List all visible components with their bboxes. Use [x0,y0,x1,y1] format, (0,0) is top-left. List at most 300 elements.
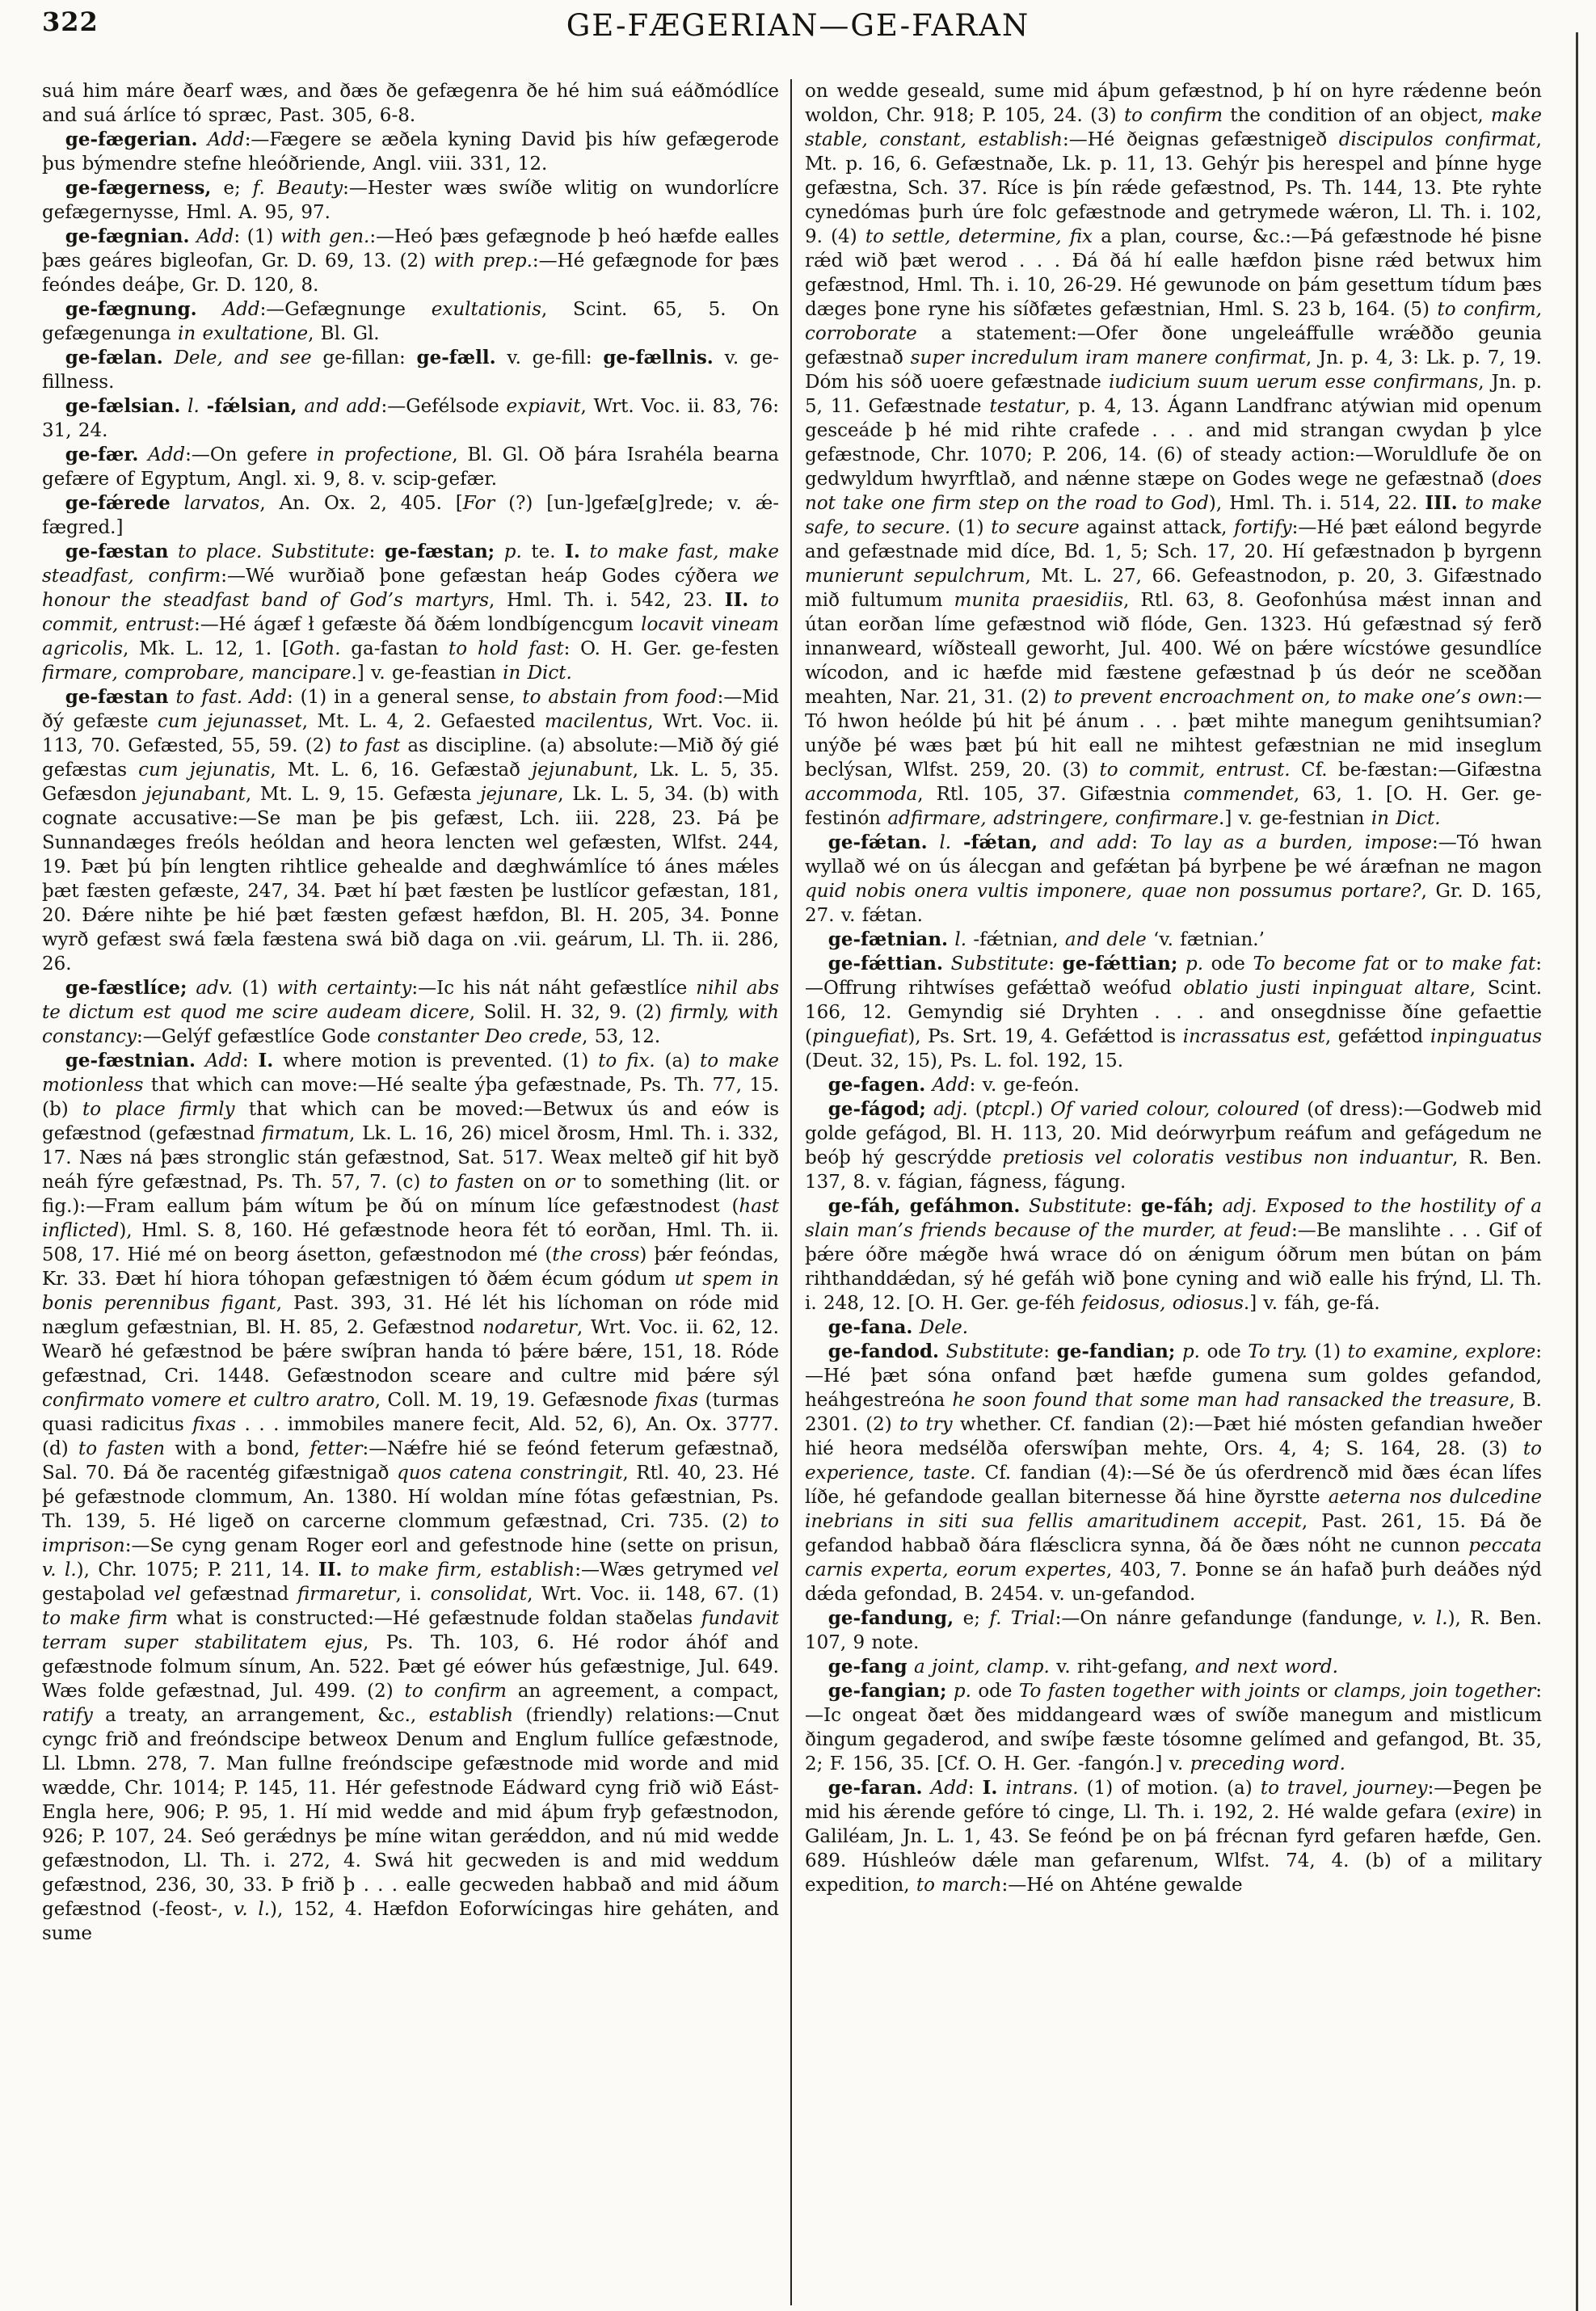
plain-text: gefæstnad [181,1584,297,1605]
plain-text: , 53, 12. [582,1026,661,1047]
plain-text: (1) [233,978,277,999]
plain-text: that which can be moved:—Betwux ús and eów is gefæstnod (gefæstnad [42,1099,780,1144]
plain-text: :—Hé gefægnode for þæs feóndes deáþe, Gr. D. 120, 8. [42,250,779,296]
plain-text: , Mk. L. 12, 1. [ [123,638,289,659]
plain-text: , 63, 1. [O. H. Ger. ge-festinón [805,784,1542,829]
plain-text: , Past. 261, 15. Ðá ðe gefandod habbað ðára flǽsclicra synna, ðá ðe ðæs nóht ne cunnon [805,1511,1542,1556]
plain-text: , Scint. 166, 12. Gemyndig sié Dryhten . . . and onsegdnisse ðíne gefaettie ( [805,978,1542,1047]
italic-text: to experience, taste. [805,1438,1542,1484]
plain-text: ), Chr. 1075; P. 211, 14. [76,1560,318,1581]
plain-text: : [1048,953,1063,974]
headword: ge-fæstan; [384,541,495,562]
italic-text: f. Trial [989,1608,1055,1629]
plain-text: :—Wé wurðiað þone gefæstan heáp Godes cýðera [221,566,752,587]
plain-text: . . . immobiles manere fecit, Ald. 52, 6), An. Ox. 3777. (d) [42,1414,779,1459]
plain-text: ), Hml. S. 8, 160. Hé gefæstnode heora fét tó eorðan, Hml. Th. ii. 508, 17. Hié mé on beorg ásetton, gefæstnodon mé ( [42,1220,779,1265]
italic-text: to make fat [1425,953,1536,974]
italic-text: and add [304,396,381,417]
plain-text: ) [1035,1099,1051,1120]
plain-text: :—Ic his nát náht gefæstlíce [411,978,697,999]
plain-text: , Mt. L. 27, 66. Gefeastnodon, p. 20, 3. Gifæstnado mið fultumum [805,566,1542,611]
dictionary-entry [805,1194,1542,1315]
plain-text: -fǽtnian, [966,929,1065,950]
italic-text: peccata carnis experta, eorum expertes [805,1535,1542,1581]
plain-text: :—Tó hwon heólde þú hit þé ánum . . . þæt mihte manegum genihtsumian? unýðe þé wæs þæt þú hit eall ne mihtest gefæstnian ne mid inseglum beclýsan, Wlfst. 259, 20. (3) [805,687,1542,781]
plain-text: (?) [un-]gefæ[g]rede; v. ǽ-fægred.] [42,493,780,538]
headword: ge-fæstan [65,686,169,708]
plain-text: (1) of motion. (a) [1078,1778,1261,1799]
plain-text: v. ge-fillness. [42,347,779,393]
italic-text: commendet [1183,784,1294,805]
plain-text: .] v. fáh, ge-fá. [1243,1293,1380,1314]
italic-text: nodaretur [482,1317,577,1338]
italic-text: p. [503,541,522,562]
italic-text: firmaretur [297,1584,396,1605]
italic-text: and add [1049,832,1132,853]
italic-text: to make safe, to secure. [805,493,1542,538]
plain-text: : [1131,832,1150,853]
italic-text: incrassatus est [1182,1026,1325,1047]
plain-text [1177,953,1185,974]
italic-text: and next word. [1194,1656,1338,1677]
plain-text [171,493,184,514]
plain-text: :—Ic ongeat ðæt ðes middangeard wæs of swíðe manegum and mistlicum ðingum gegaderod, and swíþe fæste tósomne gelímed and gefangod, Bt. 35, 2; F. 156, 35. [Cf. O. H. Ger. -fangón.] v. [805,1681,1542,1774]
italic-text: to confirm, corroborate [805,299,1542,344]
italic-text: cum jejunasset [158,711,302,732]
plain-text [197,299,223,320]
page-number: 322 [42,6,99,37]
italic-text: inpinguatus [1430,1026,1542,1047]
plain-text: gestaþolad [42,1584,154,1605]
plain-text: (a) [655,1050,701,1071]
italic-text: adj. [1222,1196,1257,1217]
italic-text: macilentus [544,711,648,732]
plain-text: , Rtl. 105, 37. Gifæstnia [917,784,1184,805]
plain-text [1257,1196,1266,1217]
italic-text: jejunare [480,784,558,805]
dictionary-entry [805,928,1542,952]
headword: ge-fandian; [1056,1341,1176,1362]
plain-text: an agreement, a compact, [507,1681,779,1702]
plain-text: what is constructed:—Hé gefæstnude foldan staðelas [167,1608,701,1629]
dictionary-entry [805,1097,1542,1194]
headword: ge-fæstlíce; [65,977,187,999]
italic-text: For [462,493,495,514]
dictionary-entry [42,685,779,976]
plain-text: .] v. ge-festnian [1219,808,1371,829]
plain-text [169,541,179,562]
italic-text: adv. [196,978,234,999]
italic-text: f. Beauty [252,178,343,199]
plain-text: : v. ge-feón. [969,1075,1080,1096]
italic-text: ptcpl. [982,1099,1036,1120]
italic-text: ut spem in bonis perennibus figant [42,1269,779,1314]
italic-text: l. [187,396,200,417]
entry-continuation [42,79,779,128]
italic-text: munita praesidiis [954,590,1124,611]
plain-text [939,1341,946,1362]
italic-text: Add [204,1050,242,1071]
italic-text: and dele [1064,929,1147,950]
italic-text: he soon found that some man had ransacked the treasure [952,1390,1510,1411]
plain-text: (1) [950,517,992,538]
italic-text: expiavit [506,396,581,417]
plain-text: :—Offrung rihtwíses gefǽttað weófud [805,953,1542,999]
italic-text: jejunabant [145,784,246,805]
plain-text [495,541,504,562]
headword: II. [724,589,749,611]
plain-text [242,687,250,708]
plain-text: : [242,1050,259,1071]
headword: -fǽtan, [962,831,1038,853]
plain-text: :—Fægere se æðela kyning David þis híw gefægerode þus býmendre stefne hleóðriende, Angl. viii. 331, 12. [42,129,779,175]
italic-text: fixas [192,1414,237,1435]
plain-text: :—Hé þæt eálond begyrde and gefæstnade mid díce, Bd. 1, 5; Sch. 17, 20. Hí gefæstnadon þ byrgenn [805,517,1542,562]
plain-text [190,226,197,247]
headword: ge-fágod; [827,1098,926,1120]
italic-text: to fasten [78,1438,166,1459]
italic-text: with prep. [433,250,533,272]
plain-text [1038,832,1050,853]
plain-text: (turmas quasi radicitus [42,1390,779,1435]
plain-text: , gefǽttod [1324,1026,1430,1047]
italic-text: Goth. [288,638,341,659]
plain-text: .] v. ge-feastian [351,663,503,684]
plain-text: , Coll. M. 19, 19. Gefæsnode [374,1390,655,1411]
plain-text: e; [211,178,253,199]
italic-text: v. l. [42,1560,77,1581]
italic-text: Add [207,129,245,150]
plain-text: , Gr. D. 165, 27. v. fǽtan. [805,881,1542,926]
column-left [42,79,789,2305]
dictionary-entry [805,1655,1542,1679]
italic-text: vel [154,1584,181,1605]
plain-text: , Lk. L. 5, 34. (b) with cognate accusative:—Se man þe þis gefæst, Lch. iii. 228, 23. Þá þe Sunnandæges freóls heóldan and heora lencten wel gefæsten, Wlfst. 244, 19. Þæt þú þín lengten rihtlice gehealde and dæghwámlíce tó ánes mǽles þæt fæsten gefæste, 247, 34. Þæt hí þæt fæsten þe lustlícor gefæstan, 181, 20. Ðǽre nihte þe hié þæt fæsten gefæst hæfdon, Bl. H. 205, 34. Þonne wyrð gefæst swá fæla fæstena swá bið daga on .vii. geárum, Ll. Th. ii. 286, 26. [42,784,779,974]
headword: ge-fælan. [65,347,163,368]
plain-text: :—Hé on Ahténe gewalde [1001,1875,1243,1896]
dictionary-entry [42,297,779,346]
dictionary-entry [805,1315,1542,1340]
italic-text: firmly, with constancy [42,1002,779,1047]
italic-text: the cross [552,1244,640,1265]
plain-text: , p. 4, 13. Ágann Landfranc atýwian mid openum gesceáde þ hé mid rihte crafede . . . and mid strangan cwydan þ ylce gefæstnode, Chr. 1070; P. 206, 14. (6) of steady action:—Woruldlufe ðe on gedwyldum hwyrftlað, and nǽnne stæpe on Godes wege ne gefæstnað ( [805,396,1542,490]
plain-text: , Wrt. Voc. ii. 113, 70. Gefæsted, 55, 59. (2) [42,711,779,756]
italic-text: vel [752,1560,779,1581]
italic-text: aeterna nos dulcedine inebrians in siti sua fellis amaritudinem accepit [805,1487,1542,1532]
italic-text: to fast. [175,687,243,708]
plain-text: ge-fillan: [311,347,417,368]
dictionary-entry [42,346,779,394]
italic-text: to imprison [42,1511,779,1556]
headword: ge-fandung, [827,1607,954,1629]
italic-text: Substitute [1028,1196,1126,1217]
italic-text: or [554,1172,575,1193]
headword: I. [565,541,580,562]
italic-text: testatur [989,396,1065,417]
plain-text [907,1656,914,1677]
italic-text: Add [249,687,287,708]
italic-text: locavit vineam agricolis [42,614,779,659]
italic-text: to confirm [1123,105,1223,126]
dictionary-entry [805,1606,1542,1655]
headword: ge-fǽrede [65,492,171,514]
italic-text: pretiosis vel coloratis vestibus non induantur [1002,1147,1453,1168]
italic-text: munierunt sepulchrum [805,566,1025,587]
dictionary-entry [805,831,1542,928]
plain-text [138,444,148,465]
italic-text: fortify [1234,517,1292,538]
italic-text: fundavit terram super stabilitatem ejus [42,1608,779,1653]
italic-text: exultationis [431,299,541,320]
plain-text: :—Heó þæs gefægnode þ heó hæfde ealles þæs geáres bigleofan, Gr. D. 69, 13. (2) [42,226,780,272]
italic-text: to make firm, establish [350,1560,575,1581]
plain-text: , Lk. L. 5, 35. Gefæsdon [42,760,780,805]
italic-text: Substitute [950,953,1049,974]
plain-text: : [1126,1196,1141,1217]
headword: I. [258,1050,274,1071]
italic-text: consolidat [430,1584,528,1605]
plain-text: :—Se cyng genam Roger eorl and gefestnode hine (sette on prisun, [124,1535,779,1556]
italic-text: establish [428,1705,514,1726]
plain-text: te. [521,541,566,562]
dictionary-entry [42,128,779,176]
plain-text: or [1299,1681,1334,1702]
italic-text: make stable, constant, establish [805,105,1542,150]
plain-text: , 403, 7. Þonne se án hafað þurh deáðes nýd dǽda gefondad, B. 2454. v. un-gefandod. [805,1560,1542,1605]
italic-text: to try [899,1414,953,1435]
italic-text: in Dict. [1371,808,1441,829]
dictionary-entry [42,225,779,297]
headword: ge-fǽttian. [827,953,943,974]
italic-text: we honour the steadfast band of God’s martyrs [42,566,779,611]
headword: ge-fællnis. [603,347,714,368]
headword: ge-fæstan [65,541,169,562]
plain-text: v. ge-fill: [495,347,604,368]
plain-text: ode [1203,953,1253,974]
plain-text: , Wrt. Voc. ii. 148, 67. (1) [527,1584,780,1605]
dictionary-entry [805,1073,1542,1097]
italic-text: l. [954,929,967,950]
plain-text [943,953,951,974]
dictionary-entry [42,443,779,491]
plain-text: ), Ps. Srt. 19, 4. Gefǽttod is [907,1026,1183,1047]
italic-text: adj. [933,1099,968,1120]
headword: ge-fægerian. [65,128,198,150]
italic-text: Add [196,226,234,247]
plain-text: :—Nǽfre hié se feónd feterum gefæstnað, Sal. 70. Ðá ðe racentég gifæstnigað [42,1438,779,1484]
italic-text: nihil abs te dictum est quod me scire audeam dicere [42,978,780,1023]
italic-text: p. [1181,1341,1200,1362]
italic-text: to commit, entrust. [1099,760,1291,781]
plain-text: :—Tó hwan wyllað wé on ús álecgan and gefǽtan þá byrþene þe wé áræfnan ne magon [805,832,1542,878]
plain-text: , i. [395,1584,431,1605]
dictionary-entry [42,176,779,225]
headword: ge-fana. [827,1316,913,1338]
plain-text: ), Hml. Th. i. 514, 22. [1208,493,1425,514]
italic-text: Add [222,299,260,320]
italic-text: to confirm [404,1681,507,1702]
plain-text [196,1050,205,1071]
plain-text: , Scint. 65, 5. On gefægenunga [42,299,780,344]
plain-text: (friendly) relations:—Cnut cyngc frið and freóndscipe betweox Denum and Englum fullíce gefæstnode, Ll. Lbmn. 278, 7. Man fullne freóndscipe gefæstnode mid worde and mid wædde, Chr. 1014; P. 145, 11. Hér gefestnode Eádward cyng frið wið Eást-Engla here, 906; P. 95, 1. Hí mid wedde and mid áþum fryþ gefæstnodon, 926; P. 107, 24. Seó gerǽdnys þe míne witan gerǽddon, and nú mid wedde gefæstnodon, Ll. Th. i. 272, 4. Swá hit gecweden is and mid weddum gefæstnod, 236, 30, 33. Þ frið þ . . . ealle gecweden habbað and mid áðum gefæstnod (-feost-, [42,1705,779,1920]
italic-text: quos catena constringit [397,1463,623,1484]
plain-text: , Rtl. 63, 8. Geofonhúsa mǽst innan and útan eorðan líme gefæstnod wið flóde, Gen. 1323. Hú gefæstnad sý ferð innanweard, wíðsteall geworht, Jul. 400. Wé on þǽre wícstówe gesundlíce wícodon, and ic hæfde mid fæstene gefæstnad þ ús deór ne sceððan meahten, Nar. 21, 31. (2) [805,590,1542,708]
italic-text: Substitute [271,541,369,562]
plain-text: : [1043,1341,1057,1362]
plain-text: ) þǽr feóndas, Kr. 33. Ðæt hí hiora tóhopan gefæstnigen tó ðǽm écum gódum [42,1244,779,1290]
italic-text: Of varied colour, coloured [1050,1099,1300,1120]
plain-text: , Mt. L. 6, 16. Gefæstað [270,760,532,781]
plain-text: on [514,1172,555,1193]
italic-text: Add [930,1778,968,1799]
italic-text: to settle, determine, fix [865,226,1093,247]
italic-text: in Dict. [503,663,572,684]
plain-text [163,347,175,368]
italic-text: iudicium suum uerum esse confirmans [1108,372,1479,393]
italic-text: preceding word. [1190,1753,1345,1774]
italic-text: v. l. [234,1899,271,1920]
italic-text: fetter [310,1438,363,1459]
dictionary-entry [42,540,779,685]
italic-text: Exposed to the hostility of a slain man’s friends because of the murder, at feud [805,1196,1542,1241]
italic-text: p. [953,1681,971,1702]
italic-text: in profectione [317,444,453,465]
italic-text: to secure [991,517,1080,538]
plain-text: :—Hé ðeignas gefæstnigeð [1062,129,1339,150]
dictionary-entry [42,394,779,443]
plain-text: a statement:—Ofer ðone ungeleáffulle wrǽððo geunia gefæstnað [805,323,1542,368]
italic-text: To become fat [1253,953,1390,974]
plain-text: a plan, course, &c.:—Þá gefæstnode hé þisne rǽd wið þæt werod . . . Ðá ðá hí ealle hæfdon þisne rǽd betwux him gefæstnod, Hml. Th. i. 10, 26-29. Hé gewunode on þám gesettum tídum þæs dæges þone ryne his síðfætes gefæstnian, Hml. S. 23 b, 164. (5) [805,226,1542,320]
italic-text: to make firm [42,1608,168,1629]
headword: II. [318,1559,343,1581]
plain-text [926,1099,933,1120]
dictionary-entry [42,1049,779,1946]
plain-text [1020,1196,1029,1217]
plain-text: Cf. fandian (4):—Sé ðe ús oferdrencð mid ðæs écan lífes líðe, hé gefandode geallan biternesse ðá hine ðyrstte [805,1463,1542,1508]
italic-text: in exultatione [178,323,309,344]
plain-text: ga-fastan [340,638,449,659]
italic-text: to make fast, make steadfast, confirm [42,541,780,587]
headword: ge-fætnian. [827,928,949,950]
plain-text: v. riht-gefang, [1049,1656,1195,1677]
plain-text: , Mt. p. 16, 6. Gefæstnaðe, Lk. p. 11, 13. Gehýr þis herespel and þínne hyge gefæstna, Sch. 37. Ríce is þín rǽde gefæstnod, Ps. Th. 144, 13. Þte ryhte cynedómas þurh úre folc gefæstnode and getrymede wǽron, Ll. Th. i. 102, 9. (4) [805,129,1542,247]
plain-text: , Rtl. 40, 23. Hé þé gefæstnode clommum, An. 1380. Hí woldan míne fótas gefæstnian, Ps. Th. 139, 5. Hé ligeð on carcerne clommum gefæstnad, Cri. 735. (2) [42,1463,779,1532]
plain-text: :—Gefélsode [381,396,507,417]
italic-text: l. [939,832,952,853]
plain-text [580,541,590,562]
text-columns [42,79,1561,2305]
plain-text: :—On nánre gefandunge (fandunge, [1055,1608,1413,1629]
headword: -fǽlsian, [206,395,297,417]
italic-text: to fast [339,735,401,756]
plain-text: (Deut. 32, 15), Ps. L. fol. 192, 15. [805,1050,1124,1071]
dictionary-entry [42,491,779,540]
italic-text: discipulos confirmat [1338,129,1536,150]
plain-text [262,541,272,562]
plain-text [187,978,196,999]
dictionary-entry [42,976,779,1049]
headword: ge-fangian; [827,1680,947,1702]
italic-text: pinguefiat [811,1026,908,1047]
italic-text: firmatum [262,1123,350,1144]
plain-text [912,1317,919,1338]
plain-text: : [368,541,385,562]
plain-text [925,1075,932,1096]
italic-text: a joint, clamp. [913,1656,1050,1677]
plain-text: , Solil. H. 32, 9. (2) [469,1002,671,1023]
italic-text: with gen. [280,226,370,247]
plain-text: the condition of an object, [1223,105,1491,126]
plain-text: e; [954,1608,990,1629]
italic-text: ratify [42,1705,93,1726]
plain-text: , R. Ben. 137, 8. v. fágian, fágness, fágung. [805,1147,1542,1193]
plain-text: ode [1200,1341,1249,1362]
plain-text [1175,1341,1182,1362]
headword: ge-fæll. [416,347,496,368]
headword: ge-fáh, gefáhmon. [827,1195,1021,1217]
plain-text: whether. Cf. fandian (2):—Þæt hié mósten gefandian hweðer hié heora medsélða oferswíþan mehte, Ors. 4, 4; S. 164, 28. (3) [805,1414,1542,1459]
plain-text: (of dress):—Godweb mid golde gefágod, Bl. H. 113, 20. Mid deórwyrþum reáfum and gefágedum ne beóþ hý gescrýdde [805,1099,1542,1168]
dictionary-entry [805,952,1542,1073]
italic-text: to fasten [429,1172,515,1193]
italic-text: to make motionless [42,1050,780,1096]
italic-text: hast inflicted [42,1196,779,1241]
dictionary-entry [805,1679,1542,1776]
italic-text: feidosus, odiosus [1081,1293,1244,1314]
italic-text: adfirmare, adstringere, confirmare [887,808,1219,829]
italic-text: with certainty [276,978,412,999]
plain-text [180,396,187,417]
plain-text: , B. 2301. (2) [805,1390,1542,1435]
italic-text: to abstain from food [522,687,718,708]
plain-text: , Lk. L. 16, 26) micel ðrosm, Hml. Th. i. 332, 17. Næs ná þæs stronglic stán gefæstnod, Sat. 517. Weax melteð gif hit byð neáh fýre gefæstnad, Ps. Th. 57, 7. (c) [42,1123,779,1193]
plain-text: on wedde geseald, sume mid áþum gefæstnod, þ hí on hyre rǽdenne beón woldon, Chr. 918; P. 105, 24. (3) [805,81,1542,126]
italic-text: clamps, join together [1333,1681,1536,1702]
plain-text: , Bl. Gl. Oð þára Israhéla bearna gefære of Egyptum, Angl. xi. 9, 8. v. scip-gefær. [42,444,780,490]
plain-text: , Bl. Gl. [308,323,380,344]
plain-text: ) in Galiléam, Jn. L. 1, 43. Se feónd þe on þá frécnan fyrd gefaren hæfde, Gen. 689. Húshleów dǽle man gefarenum, Wlfst. 74, 4. (b) of a military expedition, [805,1802,1542,1896]
headword: ge-fæstnian. [65,1050,196,1071]
plain-text: against attack, [1079,517,1235,538]
headword: ge-fægerness, [65,177,212,199]
headword: ge-faran. [827,1777,923,1799]
italic-text: constanter Deo crede [377,1026,583,1047]
headword: ge-fandod. [827,1341,940,1362]
plain-text: (1) [1307,1341,1348,1362]
italic-text: To fasten together with joints [1018,1681,1300,1702]
headword: ge-fang [827,1656,907,1677]
plain-text [748,590,760,611]
plain-text: :—Mid ðý gefæste [42,687,780,732]
plain-text [1214,1196,1223,1217]
plain-text: Cf. be-fæstan:—Gifæstna [1290,760,1542,781]
headword: ge-fǽttian; [1062,953,1178,974]
italic-text: to place. [178,541,263,562]
plain-text: :—Hé þæt sóna onfand þæt hæfde gumena sum goldes gefandod, heáhgestreóna [805,1341,1542,1411]
plain-text: or [1389,953,1425,974]
italic-text: intrans. [1005,1778,1079,1799]
plain-text [951,832,963,853]
plain-text [928,832,940,853]
plain-text: , Ps. Th. 103, 6. Hé rodor áhóf and gefæstnode folmum sínum, An. 522. Þæt gé eówer hús gefæstnige, Jul. 649. Wæs folde gefæstnad, Jul. 499. (2) [42,1632,779,1702]
plain-text: with a bond, [165,1438,310,1459]
italic-text: to place firmly [82,1099,235,1120]
italic-text: to commit, entrust [42,590,779,635]
plain-text [946,1681,953,1702]
plain-text [342,1560,350,1581]
italic-text: Add [148,444,186,465]
